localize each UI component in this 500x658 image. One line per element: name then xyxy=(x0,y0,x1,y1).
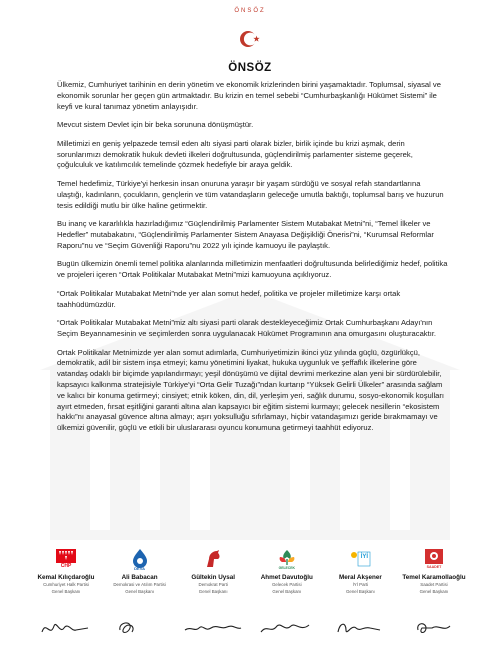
paragraph: Bu inanç ve kararlılıkla hazırladığımız “Güçlendirilmiş Parlamenter Sistem Mutabakat Metni”ni, “Temel İlkeler ve Hedefler” mutabakatını, “Güçlendirilmiş Parlamenter Sistem Anayasa Değişikliği Önerisi”ni, “Kurumsal Reformlar Raporu”nu ve “Seçim Güvenliği Raporu”nu 2022 yılı içinde kamuoyu ile paylaştık. xyxy=(57,219,434,250)
iyi-sun-icon xyxy=(349,548,371,570)
leader-party: Saadet Partisi xyxy=(420,582,448,587)
paragraph: “Ortak Politikalar Mutabakat Metni”nde yer alan somut hedef, politika ve projeler milletimize karşı ortak taahhüdümüzdür. xyxy=(57,288,401,309)
leader-title: Genel Başkanı xyxy=(419,588,449,594)
leader-block xyxy=(30,548,102,648)
logo-label: SAADET xyxy=(426,565,442,569)
paragraph: Milletimizi en geniş yelpazede temsil eden altı siyasi parti olarak bizler, birlik içinde bu krizi aşmak, derin sorunlarımızı demokratik hukuk devleti ilkeleri doğrultusunda, güçlendirilmiş parlamenter sisteme geçerek, çoğulculuk ve katılımcılık temelinde çözmek hedefiyle bir araya geldik. xyxy=(57,138,413,170)
leader-title: Genel Başkanı xyxy=(125,588,154,594)
logo-label: İYİ xyxy=(360,554,369,560)
paragraph: Mevcut sistem Devlet için bir beka sorununa dönüşmüştür. xyxy=(57,120,254,130)
leader-name: Meral Akşener xyxy=(338,574,382,581)
leader-block xyxy=(398,548,470,648)
leader-party: Demokrasi ve Atılım Partisi xyxy=(113,582,166,587)
leader-name: Ahmet Davutoğlu xyxy=(260,574,313,581)
signature xyxy=(404,616,464,640)
leader-title: Genel Başkanı xyxy=(345,588,375,594)
signature xyxy=(36,616,96,640)
leader-party: Cumhuriyet Halk Partisi xyxy=(43,582,89,587)
leader-title: Genel Başkanı xyxy=(198,588,228,594)
leader-title: Genel Başkanı xyxy=(272,588,302,594)
preface-body xyxy=(57,80,449,442)
leader-block xyxy=(104,548,176,648)
logo-label: CHP xyxy=(60,563,72,569)
signature xyxy=(183,616,243,640)
leader-block xyxy=(324,548,396,648)
deva-drop-icon xyxy=(129,548,151,570)
section-label: ÖNSÖZ xyxy=(234,8,266,14)
signature xyxy=(110,616,170,640)
paragraph: “Ortak Politikalar Mutabakat Metni”miz altı siyasi parti olarak destekleyeceğimiz Ortak Cumhurbaşkanı Adayı'nın Seçim Beyannamesinin ve seçimlerden sonra uygulanacak Hükümet Programının ana omurgasını oluşturacaktır. xyxy=(57,318,437,338)
leader-party: Gelecek Partisi xyxy=(272,582,302,587)
logo-label: DEVA xyxy=(134,566,145,571)
leader-name: Ali Babacan xyxy=(121,574,158,581)
party-leaders-signature-row xyxy=(30,548,470,648)
paragraph: Temel hedefimiz, Türkiye'yi herkesin insan onuruna yaraşır bir yaşam sürdüğü ve sosyal refah standartlarına ulaştığı, kadınların, çocukların, gençlerin ve tüm vatandaşların geleceğe umutla baktığı, toplumsal barış ve huzurun tesis edildiği mutlu bir ülke haline getirmektir. xyxy=(57,178,444,210)
logo-label: GELECEK xyxy=(278,566,295,570)
signature xyxy=(257,616,317,640)
six-arrows-icon xyxy=(55,548,77,570)
leader-name: Gültekin Uysal xyxy=(191,574,236,581)
horse-icon xyxy=(202,548,224,570)
crescent-star-icon xyxy=(238,27,262,51)
leader-title: Genel Başkanı xyxy=(51,588,81,594)
paragraph: Ortak Politikalar Metnimizde yer alan somut adımlarla, Cumhuriyetimizin ikinci yüz yılında güçlü, özgürlükçü, demokratik, adil bir sistem inşa etmeyi; kamu yönetimini liyakat, hukuka uygunluk ve şeffaflık ilkelerine göre vatandaş odaklı bir biçimde yapılandırmayı; yeşil dönüşümü ve dijital devrimi merkezine alan yeni bir sürdürülebilir, kapsayıcı kalkınma stratejisiyle Türkiye'yi “Orta Gelir Tuzağı”ndan kurtarıp “Yüksek Gelirli Ülkeler” arasında sağlam ve kalıcı bir konuma getirmeyi; cinsiyet; etnik köken, din, dil, yerleşim yeri, sağlık durumu, sosyo-ekonomik koşulları ayırt etmeden, fırsat eşitliğini garanti altına alan kapsayıcı bir eğitim sistemi kurmayı; gelecek nesillerin “ekosistem hakkı”nı anayasal güvence altına almayı; aşırı yoksulluğu sıfırlamayı, hiçbir vatandaşımızı geride bırakmamayı ve ülkemizi güvenilir, güçlü ve etkili bir uluslararası oyuncu konumuna getirmeyi taahhüt ediyoruz. xyxy=(57,347,445,433)
paragraph: Bugün ülkemizin önemli temel politika alanlarında milletimizin menfaatleri doğrultusunda belirlediğimiz hedef, politika ve projeleri içeren “Ortak Politikalar Mutabakat Metni”mizi kamuoyuna açıklıyoruz. xyxy=(57,259,448,280)
leader-block xyxy=(251,548,323,648)
leader-party: İYİ Parti xyxy=(352,582,369,587)
signature xyxy=(330,616,390,640)
leader-name: Kemal Kılıçdaroğlu xyxy=(37,574,95,581)
page-title: ÖNSÖZ xyxy=(228,62,272,74)
tree-leaf-icon xyxy=(276,548,298,570)
saadet-emblem-icon xyxy=(423,548,445,570)
paragraph: Ülkemiz, Cumhuriyet tarihinin en derin yönetim ve ekonomik krizlerinden birini yaşamaktadır. Toplumsal, siyasal ve ekonomik sorunlar her geçen gün artmaktadır. Bu krizin en temel sebebi “Cumhurbaşkanlığı Hükümet Sistemi” ile keyfi ve kural tanımaz yönetim anlayışıdır. xyxy=(57,80,441,111)
leader-party: Demokrat Parti xyxy=(198,582,228,587)
leader-block xyxy=(177,548,249,648)
leader-name: Temel Karamollaoğlu xyxy=(402,574,466,581)
